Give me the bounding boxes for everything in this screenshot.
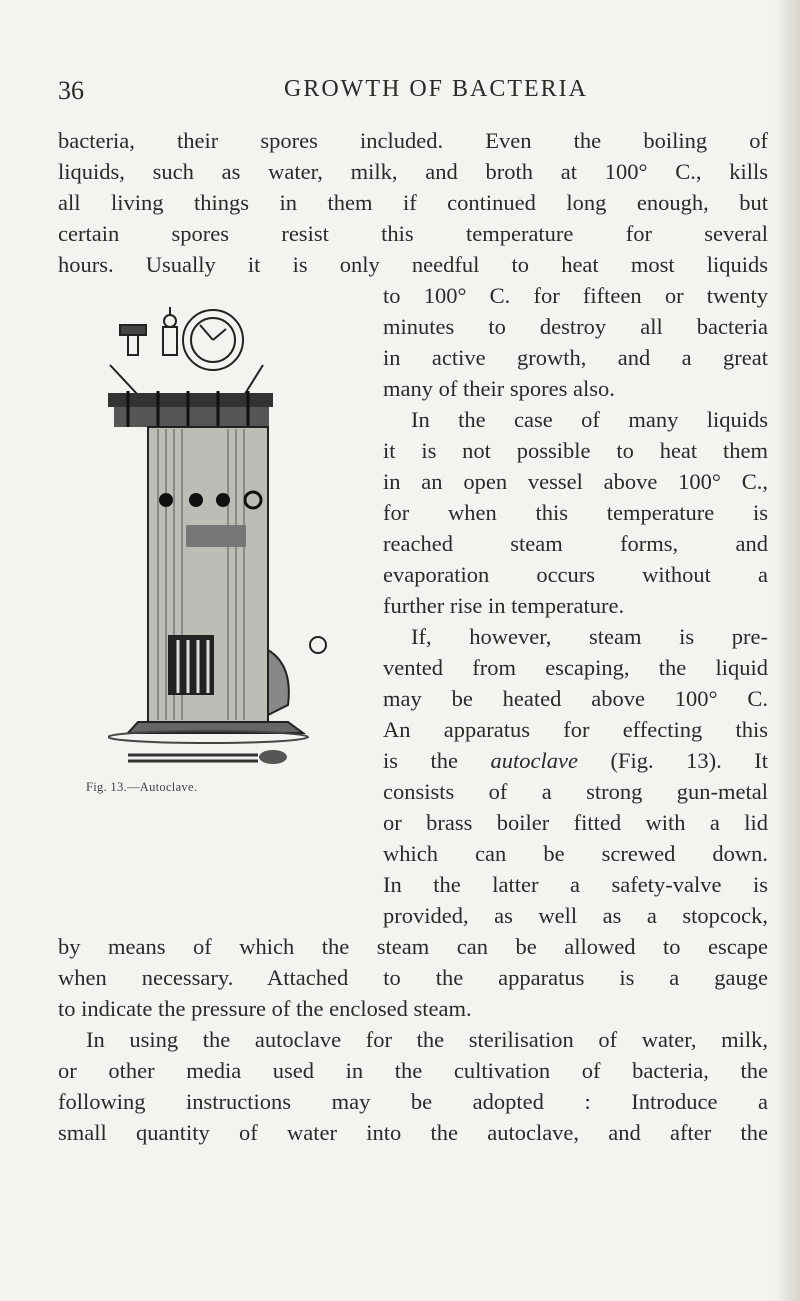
text-line: In using the autoclave for the sterilisation of water, milk, (86, 1027, 768, 1052)
text-line: An apparatus for effecting this (383, 717, 768, 742)
text-line: hours. Usually it is only needful to heat most liquids (58, 252, 768, 277)
text-line: by means of which the steam can be allowed to escape (58, 934, 768, 959)
page-header (58, 76, 758, 110)
text-line: when necessary. Attached to the apparatus is a gauge (58, 965, 768, 990)
text-run: (Fig. 13). It (577, 748, 768, 773)
text-line: provided, as well as a stopcock, (383, 903, 768, 928)
text-line: or other media used in the cultivation of bacteria, the (58, 1058, 768, 1083)
text-line: to indicate the pressure of the enclosed steam. (58, 996, 472, 1021)
text-line: evaporation occurs without a (383, 562, 768, 587)
text-line: following instructions may be adopted : Introduce a (58, 1089, 768, 1114)
text-line: further rise in temperature. (383, 593, 625, 618)
text-line: all living things in them if continued long enough, but (58, 190, 768, 215)
figure-caption: Fig. 13.—Autoclave. (86, 780, 198, 794)
text-line: to 100° C. for fifteen or twenty (383, 283, 768, 308)
text-line: in active growth, and a great (383, 345, 768, 370)
text-line: bacteria, their spores included. Even the boiling of (58, 128, 768, 153)
text-line: certain spores resist this temperature for several (58, 221, 768, 246)
text-line: vented from escaping, the liquid (383, 655, 768, 680)
text-line: or brass boiler fitted with a lid (383, 810, 768, 835)
running-title: GROWTH OF BACTERIA (284, 76, 588, 102)
text-line: In the case of many liquids (411, 407, 768, 432)
text-line: small quantity of water into the autoclave, and after the (58, 1120, 768, 1145)
page-number: 36 (58, 76, 84, 105)
text-line: may be heated above 100° C. (383, 686, 768, 711)
text-line: reached steam forms, and (383, 531, 768, 556)
text-line: minutes to destroy all bacteria (383, 314, 768, 339)
text-line: many of their spores also. (383, 376, 615, 401)
italic-term: autoclave (490, 748, 578, 773)
text-line: which can be screwed down. (383, 841, 768, 866)
text-line: it is not possible to heat them (383, 438, 768, 463)
text-line: in an open vessel above 100° C., (383, 469, 768, 494)
text-line: for when this temperature is (383, 500, 768, 525)
text-line: liquids, such as water, milk, and broth at 100° C., kills (58, 159, 768, 184)
text-line (383, 748, 768, 774)
text-run: is the (383, 748, 491, 773)
page-edge-shadow (774, 0, 800, 1301)
text-line: consists of a strong gun-metal (383, 779, 768, 804)
autoclave-illustration (108, 305, 378, 775)
text-line: In the latter a safety-valve is (383, 872, 768, 897)
text-line: If, however, steam is pre- (411, 624, 768, 649)
